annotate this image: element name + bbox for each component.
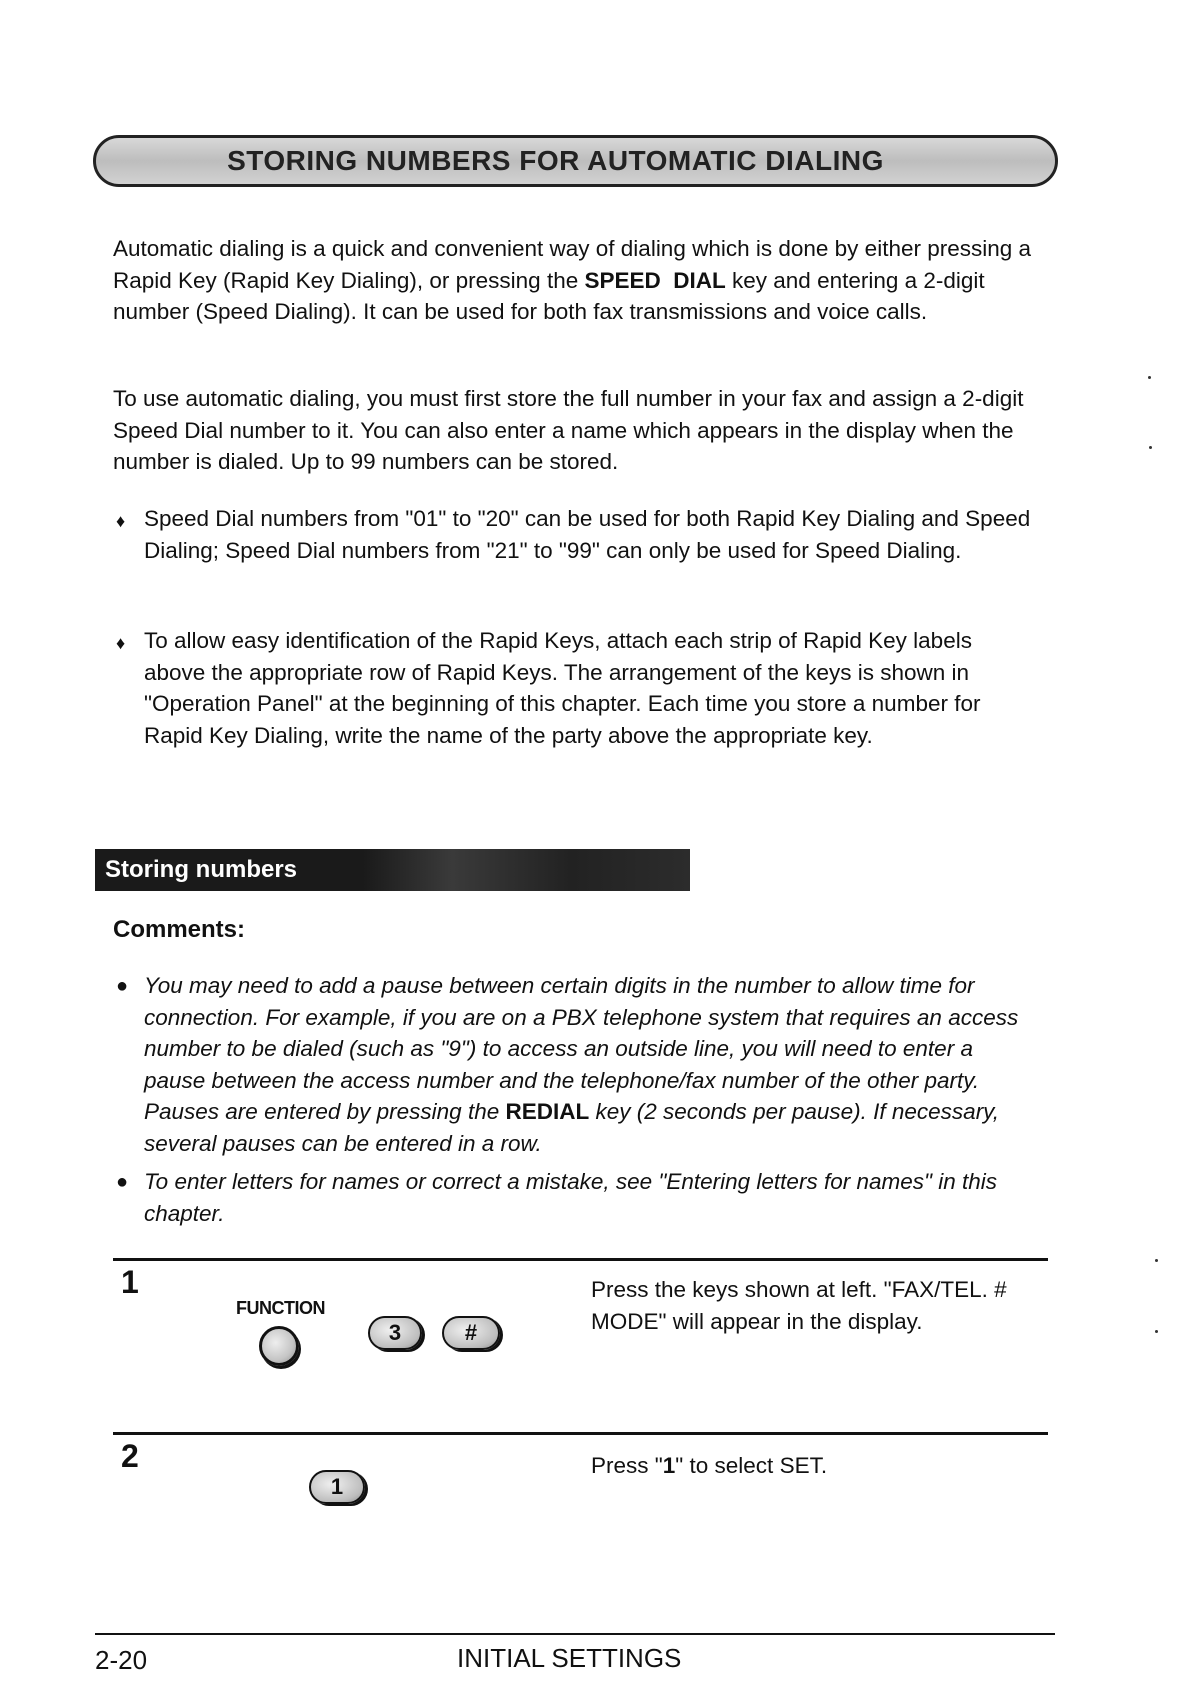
comment-item <box>116 970 1036 1159</box>
diamond-bullet-icon: ♦ <box>116 511 126 531</box>
comment-text <box>144 970 1036 1159</box>
step2-text-b: " to select SET. <box>675 1453 828 1478</box>
bullet-dot-icon: ● <box>116 975 129 997</box>
intro-paragraph-2: To use automatic dialing, you must first store the full number in your fax and assign a 2-digit Speed Dial number to it. You can also enter a name which appears in the display when the number is dialed. Up to 99 numbers can be stored. <box>113 386 1024 474</box>
step-number: 2 <box>121 1438 139 1474</box>
bullet-text: To allow easy identification of the Rapid Keys, attach each strip of Rapid Key labels above the appropriate row of Rapid Keys. The arrangement of the keys is shown in "Operation Panel" at the beginning of this chapter. Each time you store a number for Rapid Key Dialing, write the name of the party above the appropriate key. <box>144 628 981 748</box>
key-1-icon: 1 <box>309 1470 365 1504</box>
bullet-item <box>116 503 1036 566</box>
bullet-dot-icon: ● <box>116 1171 129 1193</box>
key-hash-icon: # <box>442 1316 500 1350</box>
comment-text-b: key (2 seconds per pause). If necessary, several pauses can be entered in a row. <box>144 1099 1000 1156</box>
step-divider <box>113 1432 1048 1435</box>
footer-rule <box>95 1633 1055 1635</box>
step2-text-a: Press " <box>591 1453 663 1478</box>
comment-text-a: You may need to add a pause between certain digits in the number to allow time for connection. For example, if you are on a PBX telephone system that requires an access number to be dialed (such as "9") to access an outside line, you will need to enter a pause between the access number and the telephone/fax number of the other party. Pauses are entered by pressing the <box>144 973 1019 1124</box>
diamond-bullet-icon: ♦ <box>116 633 126 653</box>
step2-key-name: 1 <box>662 1453 676 1478</box>
bullet-text: Speed Dial numbers from "01" to "20" can be used for both Rapid Key Dialing and Speed Dialing; Speed Dial numbers from "21" to "99" can only be used for Speed Dialing. <box>144 506 1031 563</box>
key-3-icon: 3 <box>368 1316 422 1350</box>
scan-mark <box>1149 446 1152 449</box>
intro-p1-text-a: Automatic dialing is a quick and convenient way of dialing which is done by either pressing a Rapid Key (Rapid Key Dialing), or pressing the <box>113 236 1032 293</box>
bullet-item <box>116 625 1036 751</box>
redial-key-name: REDIAL <box>505 1099 590 1124</box>
step-instruction: Press the keys shown at left. "FAX/TEL. # MODE" will appear in the display. <box>591 1277 1007 1334</box>
comment-item <box>116 1166 1036 1229</box>
chapter-title-banner <box>93 135 1058 187</box>
scan-mark <box>1148 376 1151 379</box>
comments-heading: Comments: <box>113 916 246 943</box>
step-instruction <box>591 1450 1031 1482</box>
intro-p1-text-b: key and entering a 2-digit number (Speed Dialing). It can be used for both fax transmissions and voice calls. <box>113 267 985 324</box>
speed-dial-key-name: SPEED DIAL <box>584 267 726 293</box>
function-key-icon <box>259 1326 299 1366</box>
scan-mark <box>1155 1259 1158 1262</box>
scan-mark <box>1155 1330 1158 1333</box>
footer-chapter-title: INITIAL SETTINGS <box>457 1643 682 1673</box>
section-heading-bar <box>95 849 690 891</box>
comment-text: To enter letters for names or correct a mistake, see "Entering letters for names" in this chapter. <box>144 1169 998 1226</box>
intro-paragraph-1 <box>113 233 1033 328</box>
function-key-label: FUNCTION <box>236 1298 325 1318</box>
chapter-title: STORING NUMBERS FOR AUTOMATIC DIALING <box>227 145 884 176</box>
step-divider <box>113 1258 1048 1261</box>
page-number: 2-20 <box>95 1645 148 1675</box>
section-heading: Storing numbers <box>105 856 298 883</box>
step-number: 1 <box>121 1264 139 1300</box>
